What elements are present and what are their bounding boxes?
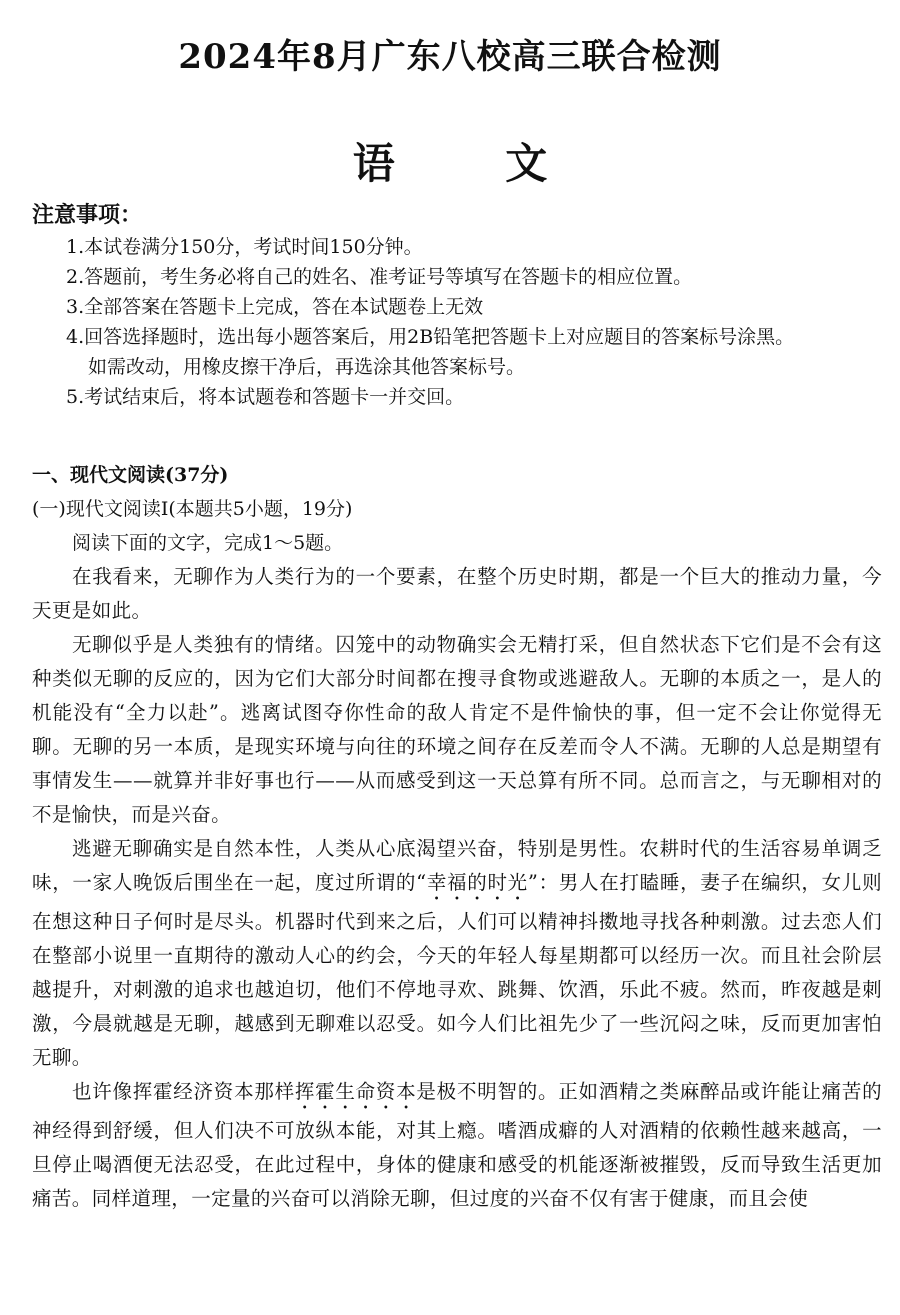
paragraph-3-text-a: 逃避无聊确实是自然本性，人类从心底渴望兴奋，特别是男性。农耕时代的生活容易单调乏味，一家人晚饭后围坐在一起，度过所谓的“	[32, 837, 882, 894]
passage-paragraph-2: 无聊似乎是人类独有的情绪。囚笼中的动物确实会无精打采，但自然状态下它们是不会有这种类似无聊的反应的，因为它们大部分时间都在搜寻食物或逃避敌人。无聊的本质之一，是人的机能没有“全力以赴”。逃离试图夺你性命的敌人肯定不是件愉快的事，但一定不会让你觉得无聊。无聊的另一本质，是现实环境与向往的环境之间存在反差而令人不满。无聊的人总是期望有事情发生——就算并非好事也行——从而感受到这一天总算有所不同。总而言之，与无聊相对的不是愉快，而是兴奋。	[32, 633, 882, 826]
exam-title: 2024年8月广东八校高三联合检测	[178, 37, 722, 77]
notice-list	[32, 232, 882, 412]
notice-item-continuation-text: 如需改动，用橡皮擦干净后，再选涂其他答案标号。	[88, 356, 526, 378]
subject-title: 语 文	[352, 139, 596, 188]
emphasized-phrase: 挥霍生命资本	[294, 1080, 417, 1103]
section-subheading: (一)现代文阅读Ⅰ(本题共5小题，19分)	[32, 498, 353, 520]
emphasized-phrase: 幸福的时光	[426, 871, 528, 894]
paragraph-4-text-a: 也许像挥霍经济资本那样	[72, 1080, 295, 1103]
reading-instruction: 阅读下面的文字，完成1～5题。	[72, 532, 344, 554]
notice-item: 3.全部答案在答题卡上完成，答在本试题卷上无效	[66, 296, 484, 318]
passage-paragraph-1: 在我看来，无聊作为人类行为的一个要素，在整个历史时期，都是一个巨大的推动力量，今天更是如此。	[32, 565, 882, 622]
notice-item: 5.考试结束后，将本试题卷和答题卡一并交回。	[66, 386, 465, 408]
notice-heading: 注意事项：	[32, 202, 143, 228]
reading-section	[32, 458, 882, 1216]
notice-block	[32, 198, 882, 412]
section-heading: 一、现代文阅读(37分)	[32, 464, 229, 486]
notice-item: 2.答题前，考生务必将自己的姓名、准考证号等填写在答题卡的相应位置。	[66, 266, 693, 288]
paragraph-4-text-b: 是极不明智的。正如酒精之类麻醉品或许能让痛苦的神经得到舒缓，但人们决不可放纵本能，对其上瘾。嗜酒成癖的人对酒精的依赖性越来越高，一旦停止喝酒便无法忍受，在此过程中，身体的健康和感受的机能逐渐被摧毁，反而导致生活更加痛苦。同样道理，一定量的兴奋可以消除无聊，但过度的兴奋不仅有害于健康，而且会使	[32, 1080, 883, 1210]
notice-item: 1.本试卷满分150分，考试时间150分钟。	[66, 236, 423, 258]
notice-item: 4.回答选择题时，选出每小题答案后，用2B铅笔把答题卡上对应题目的答案标号涂黑。	[66, 326, 795, 348]
passage-paragraph-4	[32, 1075, 882, 1216]
notice-item-continuation	[66, 352, 882, 382]
paragraph-3-text-b: ”：男人在打瞌睡，妻子在编织，女儿则在想这种日子何时是尽头。机器时代到来之后，人们可以精神抖擞地寻找各种刺激。过去恋人们在整部小说里一直期待的激动人心的约会，今天的年轻人每星期都可以经历一次。而且社会阶层越提升，对刺激的追求也越迫切，他们不停地寻欢、跳舞、饮酒，乐此不疲。然而，昨夜越是刺激，今晨就越是无聊，越感到无聊难以忍受。如今人们比祖先少了一些沉闷之味，反而更加害怕无聊。	[32, 871, 882, 1069]
passage-paragraph-3	[32, 832, 882, 1075]
